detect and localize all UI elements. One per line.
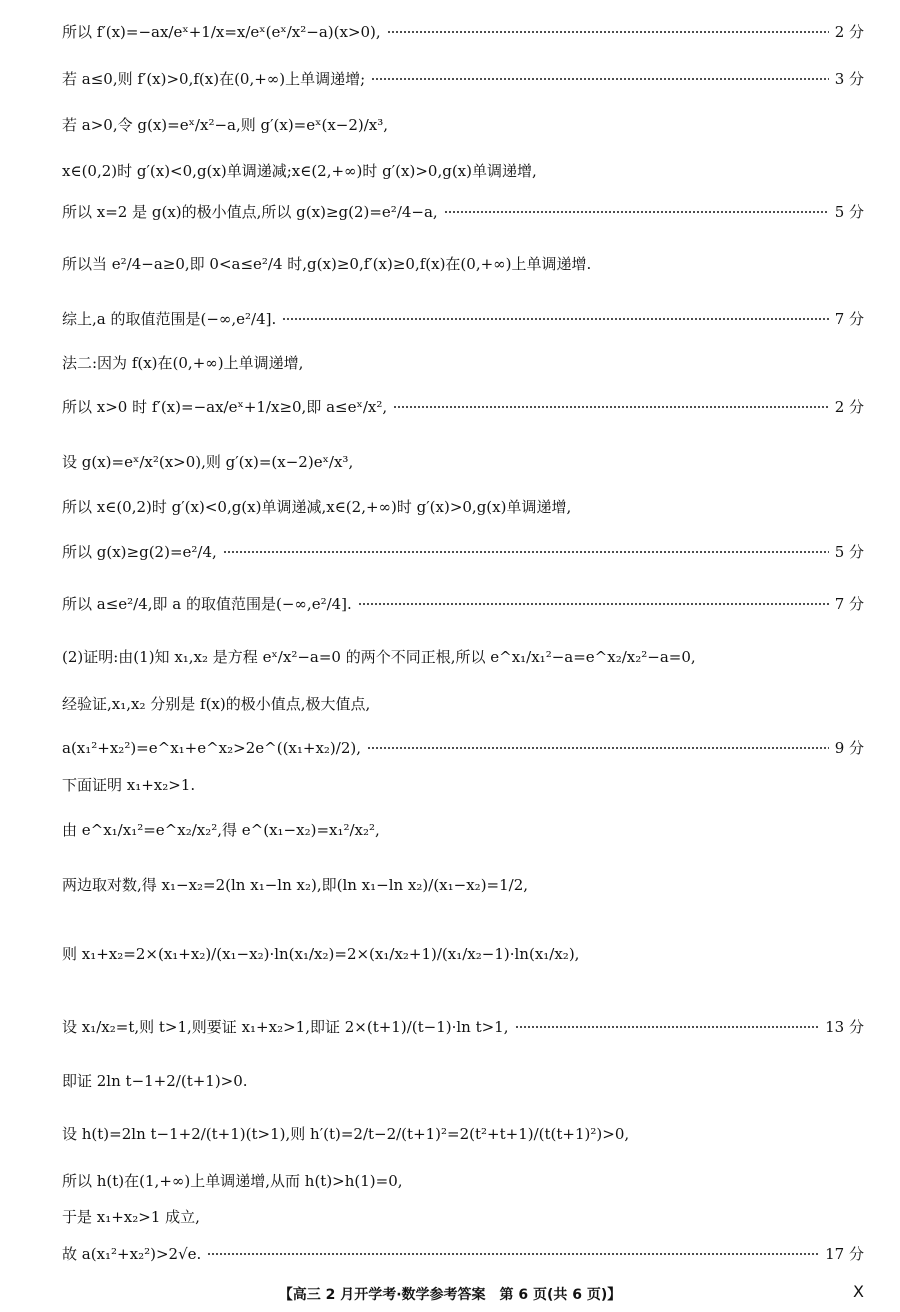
line-text: 下面证明 x₁+x₂>1. xyxy=(62,775,196,794)
line-text: 故 a(x₁²+x₂²)>2√e. xyxy=(62,1244,202,1263)
solution-line xyxy=(62,307,864,331)
solution-line xyxy=(62,942,864,966)
line-text: 则 x₁+x₂=2×(x₁+x₂)/(x₁−x₂)·ln(x₁/x₂)=2×(x₁/x₂+1)/(x₁/x₂−1)·ln(x₁/x₂), xyxy=(62,944,580,963)
solution-line xyxy=(62,352,864,374)
solution-line xyxy=(62,645,864,669)
line-text: 设 g(x)=eˣ/x²(x>0),则 g′(x)=(x−2)eˣ/x³, xyxy=(62,452,354,471)
solution-line xyxy=(62,395,864,419)
dot-leader xyxy=(223,551,829,553)
line-text: 所以 g(x)≥g(2)=e²/4, xyxy=(62,542,217,561)
solution-line xyxy=(62,450,864,474)
solution-line xyxy=(62,1243,864,1265)
score-label: 9 分 xyxy=(834,738,864,757)
line-text: 于是 x₁+x₂>1 成立, xyxy=(62,1207,200,1226)
line-text: 若 a≤0,则 f′(x)>0,f(x)在(0,+∞)上单调递增; xyxy=(62,69,366,88)
solution-line xyxy=(62,693,864,715)
solution-line xyxy=(62,1122,864,1146)
score-label: 3 分 xyxy=(834,69,864,88)
solution-line xyxy=(62,200,864,224)
line-text: 设 x₁/x₂=t,则 t>1,则要证 x₁+x₂>1,即证 2×(t+1)/(t−1)·ln t>1, xyxy=(62,1017,509,1036)
solution-line xyxy=(62,774,864,796)
dot-leader xyxy=(393,406,829,408)
line-text: a(x₁²+x₂²)=e^x₁+e^x₂>2e^((x₁+x₂)/2), xyxy=(62,738,362,757)
solution-line xyxy=(62,113,864,137)
score-label: 13 分 xyxy=(825,1017,864,1036)
solution-line xyxy=(62,252,864,276)
solution-line xyxy=(62,540,864,564)
solution-line xyxy=(62,496,864,518)
dot-leader xyxy=(367,747,829,749)
line-text: 法二:因为 f(x)在(0,+∞)上单调递增, xyxy=(62,353,304,372)
solution-line xyxy=(62,736,864,760)
line-text: 若 a>0,令 g(x)=eˣ/x²−a,则 g′(x)=eˣ(x−2)/x³, xyxy=(62,115,389,134)
line-text: 综上,a 的取值范围是(−∞,e²/4]. xyxy=(62,309,277,328)
dot-leader xyxy=(207,1253,819,1255)
solution-line xyxy=(62,1070,864,1092)
dot-leader xyxy=(387,31,829,33)
dot-leader xyxy=(444,211,829,213)
line-text: 所以 x>0 时 f′(x)=−ax/eˣ+1/x≥0,即 a≤eˣ/x², xyxy=(62,397,388,416)
score-label: 17 分 xyxy=(825,1244,864,1263)
line-text: x∈(0,2)时 g′(x)<0,g(x)单调递减;x∈(2,+∞)时 g′(x)>0,g(x)单调递增, xyxy=(62,161,537,180)
solution-line xyxy=(62,873,864,897)
score-label: 7 分 xyxy=(834,594,864,613)
line-text: 经验证,x₁,x₂ 分别是 f(x)的极小值点,极大值点, xyxy=(62,694,371,713)
line-text: 所以 x∈(0,2)时 g′(x)<0,g(x)单调递减,x∈(2,+∞)时 g′(x)>0,g(x)单调递增, xyxy=(62,497,572,516)
dot-leader xyxy=(358,603,829,605)
line-text: 所以 f′(x)=−ax/eˣ+1/x=x/eˣ(eˣ/x²−a)(x>0), xyxy=(62,22,381,41)
line-text: 即证 2ln t−1+2/(t+1)>0. xyxy=(62,1071,248,1090)
line-text: (2)证明:由(1)知 x₁,x₂ 是方程 eˣ/x²−a=0 的两个不同正根,所以 e^x₁/x₁²−a=e^x₂/x₂²−a=0, xyxy=(62,647,696,666)
score-label: 5 分 xyxy=(834,202,864,221)
line-text: 两边取对数,得 x₁−x₂=2(ln x₁−ln x₂),即(ln x₁−ln x₂)/(x₁−x₂)=1/2, xyxy=(62,875,529,894)
corner-mark: X xyxy=(853,1282,864,1301)
score-label: 7 分 xyxy=(834,309,864,328)
dot-leader xyxy=(371,78,828,80)
score-label: 2 分 xyxy=(834,397,864,416)
solution-line xyxy=(62,1015,864,1039)
line-text: 所以当 e²/4−a≥0,即 0<a≤e²/4 时,g(x)≥0,f′(x)≥0,f(x)在(0,+∞)上单调递增. xyxy=(62,254,592,273)
solution-line xyxy=(62,1206,864,1228)
solution-line xyxy=(62,68,864,90)
line-text: 所以 x=2 是 g(x)的极小值点,所以 g(x)≥g(2)=e²/4−a, xyxy=(62,202,438,221)
score-label: 2 分 xyxy=(834,22,864,41)
dot-leader xyxy=(282,318,828,320)
solution-line xyxy=(62,20,864,44)
score-label: 5 分 xyxy=(834,542,864,561)
solution-line xyxy=(62,818,864,842)
line-text: 由 e^x₁/x₁²=e^x₂/x₂²,得 e^(x₁−x₂)=x₁²/x₂², xyxy=(62,820,380,839)
solution-line xyxy=(62,160,864,182)
dot-leader xyxy=(515,1026,820,1028)
solution-line xyxy=(62,1170,864,1192)
solution-line xyxy=(62,592,864,616)
line-text: 所以 a≤e²/4,即 a 的取值范围是(−∞,e²/4]. xyxy=(62,594,352,613)
line-text: 所以 h(t)在(1,+∞)上单调递增,从而 h(t)>h(1)=0, xyxy=(62,1171,403,1190)
line-text: 设 h(t)=2ln t−1+2/(t+1)(t>1),则 h′(t)=2/t−2/(t+1)²=2(t²+t+1)/(t(t+1)²)>0, xyxy=(62,1124,630,1143)
page-footer: 【高三 2 月开学考·数学参考答案 第 6 页(共 6 页)】 xyxy=(278,1287,622,1303)
